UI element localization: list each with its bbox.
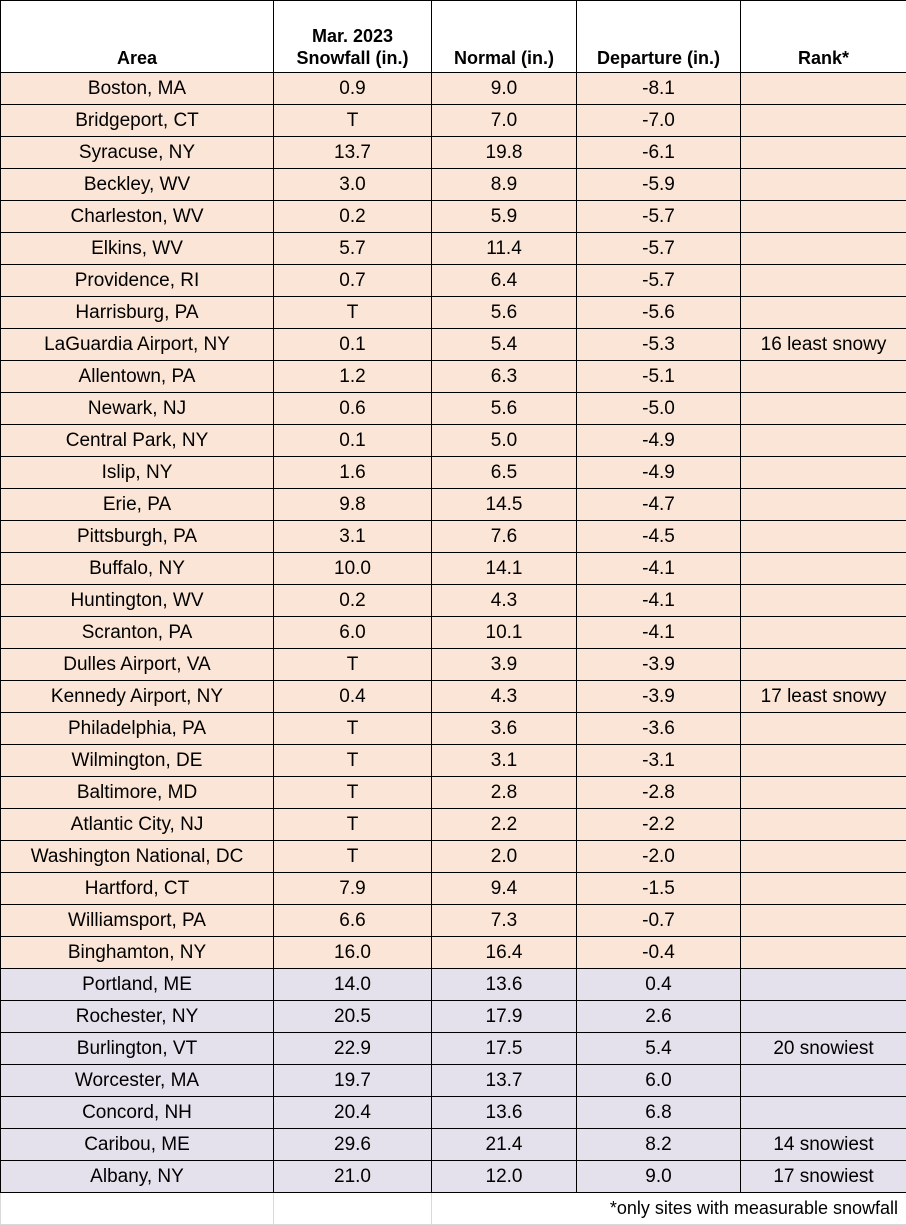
cell-area: Providence, RI bbox=[1, 265, 274, 297]
header-normal: Normal (in.) bbox=[432, 1, 577, 73]
cell-snowfall: 0.7 bbox=[274, 265, 432, 297]
header-snowfall-line1: Mar. 2023 bbox=[274, 25, 431, 47]
cell-normal: 6.4 bbox=[432, 265, 577, 297]
cell-area: Kennedy Airport, NY bbox=[1, 681, 274, 713]
cell-area: Newark, NJ bbox=[1, 393, 274, 425]
cell-snowfall: 29.6 bbox=[274, 1129, 432, 1161]
cell-departure: -4.9 bbox=[577, 457, 741, 489]
table-row bbox=[1, 905, 906, 937]
cell-snowfall: 7.9 bbox=[274, 873, 432, 905]
footnote-row bbox=[1, 1193, 906, 1225]
table-row bbox=[1, 1097, 906, 1129]
cell-area: Buffalo, NY bbox=[1, 553, 274, 585]
cell-normal: 2.0 bbox=[432, 841, 577, 873]
table-body bbox=[1, 73, 906, 1193]
cell-departure: -1.5 bbox=[577, 873, 741, 905]
cell-rank bbox=[741, 297, 906, 329]
cell-rank bbox=[741, 201, 906, 233]
cell-snowfall: T bbox=[274, 649, 432, 681]
cell-area: Elkins, WV bbox=[1, 233, 274, 265]
cell-departure: -4.1 bbox=[577, 585, 741, 617]
cell-rank bbox=[741, 617, 906, 649]
cell-rank bbox=[741, 553, 906, 585]
cell-rank bbox=[741, 745, 906, 777]
cell-snowfall: 16.0 bbox=[274, 937, 432, 969]
cell-departure: -2.8 bbox=[577, 777, 741, 809]
cell-normal: 5.6 bbox=[432, 393, 577, 425]
cell-area: Atlantic City, NJ bbox=[1, 809, 274, 841]
cell-departure: -2.2 bbox=[577, 809, 741, 841]
cell-rank bbox=[741, 233, 906, 265]
cell-rank: 17 least snowy bbox=[741, 681, 906, 713]
table-row bbox=[1, 169, 906, 201]
table-row bbox=[1, 617, 906, 649]
cell-normal: 9.0 bbox=[432, 73, 577, 105]
cell-area: Hartford, CT bbox=[1, 873, 274, 905]
cell-normal: 4.3 bbox=[432, 585, 577, 617]
cell-rank bbox=[741, 169, 906, 201]
cell-snowfall: 3.1 bbox=[274, 521, 432, 553]
cell-normal: 14.5 bbox=[432, 489, 577, 521]
cell-area: Scranton, PA bbox=[1, 617, 274, 649]
cell-departure: -5.1 bbox=[577, 361, 741, 393]
cell-area: Bridgeport, CT bbox=[1, 105, 274, 137]
table-row bbox=[1, 1001, 906, 1033]
cell-area: Islip, NY bbox=[1, 457, 274, 489]
cell-departure: -4.1 bbox=[577, 617, 741, 649]
cell-departure: -5.7 bbox=[577, 233, 741, 265]
table-row bbox=[1, 457, 906, 489]
cell-departure: -5.0 bbox=[577, 393, 741, 425]
cell-departure: 5.4 bbox=[577, 1033, 741, 1065]
cell-normal: 14.1 bbox=[432, 553, 577, 585]
cell-snowfall: 20.5 bbox=[274, 1001, 432, 1033]
table-row bbox=[1, 937, 906, 969]
cell-rank bbox=[741, 361, 906, 393]
header-area: Area bbox=[1, 1, 274, 73]
table-row bbox=[1, 1161, 906, 1193]
cell-rank: 14 snowiest bbox=[741, 1129, 906, 1161]
cell-area: Allentown, PA bbox=[1, 361, 274, 393]
cell-rank bbox=[741, 457, 906, 489]
cell-rank bbox=[741, 585, 906, 617]
cell-departure: 6.8 bbox=[577, 1097, 741, 1129]
cell-departure: -4.9 bbox=[577, 425, 741, 457]
table-row bbox=[1, 681, 906, 713]
cell-snowfall: T bbox=[274, 745, 432, 777]
cell-area: Concord, NH bbox=[1, 1097, 274, 1129]
cell-area: Williamsport, PA bbox=[1, 905, 274, 937]
cell-rank bbox=[741, 393, 906, 425]
cell-normal: 13.6 bbox=[432, 1097, 577, 1129]
table-row bbox=[1, 841, 906, 873]
cell-snowfall: 1.2 bbox=[274, 361, 432, 393]
cell-normal: 6.3 bbox=[432, 361, 577, 393]
cell-normal: 10.1 bbox=[432, 617, 577, 649]
cell-rank: 16 least snowy bbox=[741, 329, 906, 361]
cell-normal: 3.1 bbox=[432, 745, 577, 777]
cell-normal: 5.0 bbox=[432, 425, 577, 457]
table-row bbox=[1, 137, 906, 169]
table-row bbox=[1, 489, 906, 521]
cell-area: Albany, NY bbox=[1, 1161, 274, 1193]
cell-normal: 2.2 bbox=[432, 809, 577, 841]
footnote: *only sites with measurable snowfall bbox=[432, 1193, 906, 1225]
cell-snowfall: T bbox=[274, 777, 432, 809]
table-row bbox=[1, 201, 906, 233]
cell-snowfall: 10.0 bbox=[274, 553, 432, 585]
cell-area: Worcester, MA bbox=[1, 1065, 274, 1097]
cell-normal: 12.0 bbox=[432, 1161, 577, 1193]
cell-snowfall: 0.9 bbox=[274, 73, 432, 105]
cell-rank bbox=[741, 521, 906, 553]
table-row bbox=[1, 1129, 906, 1161]
cell-departure: 0.4 bbox=[577, 969, 741, 1001]
cell-rank bbox=[741, 137, 906, 169]
header-snowfall bbox=[274, 1, 432, 73]
cell-area: Caribou, ME bbox=[1, 1129, 274, 1161]
cell-normal: 17.5 bbox=[432, 1033, 577, 1065]
cell-snowfall: T bbox=[274, 809, 432, 841]
cell-rank bbox=[741, 937, 906, 969]
cell-departure: 9.0 bbox=[577, 1161, 741, 1193]
cell-area: Philadelphia, PA bbox=[1, 713, 274, 745]
cell-departure: -4.5 bbox=[577, 521, 741, 553]
cell-snowfall: 0.4 bbox=[274, 681, 432, 713]
cell-area: Washington National, DC bbox=[1, 841, 274, 873]
header-rank: Rank* bbox=[741, 1, 906, 73]
cell-normal: 13.6 bbox=[432, 969, 577, 1001]
cell-rank bbox=[741, 809, 906, 841]
cell-departure: -3.9 bbox=[577, 681, 741, 713]
cell-departure: 8.2 bbox=[577, 1129, 741, 1161]
cell-area: Syracuse, NY bbox=[1, 137, 274, 169]
cell-rank bbox=[741, 905, 906, 937]
cell-snowfall: 21.0 bbox=[274, 1161, 432, 1193]
cell-normal: 19.8 bbox=[432, 137, 577, 169]
cell-area: Dulles Airport, VA bbox=[1, 649, 274, 681]
table-row bbox=[1, 393, 906, 425]
cell-departure: -5.3 bbox=[577, 329, 741, 361]
cell-normal: 5.9 bbox=[432, 201, 577, 233]
header-snowfall-line2: Snowfall (in.) bbox=[274, 47, 431, 69]
cell-departure: -3.6 bbox=[577, 713, 741, 745]
table-row bbox=[1, 553, 906, 585]
table-row bbox=[1, 105, 906, 137]
cell-area: Beckley, WV bbox=[1, 169, 274, 201]
table-row bbox=[1, 745, 906, 777]
cell-normal: 4.3 bbox=[432, 681, 577, 713]
cell-departure: -5.7 bbox=[577, 201, 741, 233]
cell-departure: -3.1 bbox=[577, 745, 741, 777]
cell-area: Rochester, NY bbox=[1, 1001, 274, 1033]
cell-snowfall: 6.6 bbox=[274, 905, 432, 937]
cell-departure: -7.0 bbox=[577, 105, 741, 137]
cell-departure: -0.4 bbox=[577, 937, 741, 969]
cell-snowfall: T bbox=[274, 297, 432, 329]
cell-area: Portland, ME bbox=[1, 969, 274, 1001]
cell-snowfall: 6.0 bbox=[274, 617, 432, 649]
cell-rank bbox=[741, 777, 906, 809]
cell-normal: 16.4 bbox=[432, 937, 577, 969]
cell-snowfall: 0.1 bbox=[274, 425, 432, 457]
cell-normal: 2.8 bbox=[432, 777, 577, 809]
cell-snowfall: 9.8 bbox=[274, 489, 432, 521]
header-departure: Departure (in.) bbox=[577, 1, 741, 73]
cell-area: Charleston, WV bbox=[1, 201, 274, 233]
footnote-blank bbox=[1, 1193, 274, 1225]
cell-snowfall: 0.2 bbox=[274, 201, 432, 233]
cell-rank bbox=[741, 649, 906, 681]
cell-rank bbox=[741, 1097, 906, 1129]
cell-snowfall: 0.6 bbox=[274, 393, 432, 425]
cell-rank bbox=[741, 1065, 906, 1097]
cell-normal: 7.0 bbox=[432, 105, 577, 137]
header-row bbox=[1, 1, 906, 73]
table-row bbox=[1, 425, 906, 457]
cell-departure: -6.1 bbox=[577, 137, 741, 169]
table-row bbox=[1, 329, 906, 361]
table-row bbox=[1, 297, 906, 329]
cell-area: Boston, MA bbox=[1, 73, 274, 105]
cell-snowfall: 19.7 bbox=[274, 1065, 432, 1097]
cell-snowfall: T bbox=[274, 105, 432, 137]
cell-area: Pittsburgh, PA bbox=[1, 521, 274, 553]
table-row bbox=[1, 233, 906, 265]
table-row bbox=[1, 777, 906, 809]
cell-rank bbox=[741, 841, 906, 873]
cell-snowfall: 0.2 bbox=[274, 585, 432, 617]
table-row bbox=[1, 1065, 906, 1097]
cell-normal: 11.4 bbox=[432, 233, 577, 265]
cell-departure: -8.1 bbox=[577, 73, 741, 105]
table-row bbox=[1, 649, 906, 681]
table-row bbox=[1, 1033, 906, 1065]
cell-normal: 13.7 bbox=[432, 1065, 577, 1097]
cell-snowfall: T bbox=[274, 713, 432, 745]
cell-departure: 2.6 bbox=[577, 1001, 741, 1033]
cell-rank bbox=[741, 713, 906, 745]
table-row bbox=[1, 585, 906, 617]
table-row bbox=[1, 809, 906, 841]
cell-snowfall: 20.4 bbox=[274, 1097, 432, 1129]
cell-normal: 5.4 bbox=[432, 329, 577, 361]
cell-area: Harrisburg, PA bbox=[1, 297, 274, 329]
cell-snowfall: 0.1 bbox=[274, 329, 432, 361]
cell-rank bbox=[741, 1001, 906, 1033]
footnote-blank bbox=[274, 1193, 432, 1225]
table-row bbox=[1, 265, 906, 297]
cell-rank bbox=[741, 265, 906, 297]
table-row bbox=[1, 969, 906, 1001]
cell-rank bbox=[741, 489, 906, 521]
cell-area: Huntington, WV bbox=[1, 585, 274, 617]
cell-normal: 6.5 bbox=[432, 457, 577, 489]
table-row bbox=[1, 521, 906, 553]
cell-area: LaGuardia Airport, NY bbox=[1, 329, 274, 361]
cell-area: Erie, PA bbox=[1, 489, 274, 521]
cell-rank bbox=[741, 873, 906, 905]
cell-departure: -5.6 bbox=[577, 297, 741, 329]
cell-rank: 17 snowiest bbox=[741, 1161, 906, 1193]
cell-normal: 3.6 bbox=[432, 713, 577, 745]
table-row bbox=[1, 73, 906, 105]
cell-area: Baltimore, MD bbox=[1, 777, 274, 809]
cell-departure: -2.0 bbox=[577, 841, 741, 873]
cell-normal: 7.3 bbox=[432, 905, 577, 937]
cell-departure: -3.9 bbox=[577, 649, 741, 681]
cell-departure: -4.7 bbox=[577, 489, 741, 521]
cell-normal: 3.9 bbox=[432, 649, 577, 681]
table-row bbox=[1, 361, 906, 393]
cell-departure: -4.1 bbox=[577, 553, 741, 585]
cell-departure: -5.9 bbox=[577, 169, 741, 201]
cell-snowfall: 14.0 bbox=[274, 969, 432, 1001]
cell-snowfall: 3.0 bbox=[274, 169, 432, 201]
cell-rank bbox=[741, 425, 906, 457]
cell-area: Binghamton, NY bbox=[1, 937, 274, 969]
cell-departure: -0.7 bbox=[577, 905, 741, 937]
cell-normal: 9.4 bbox=[432, 873, 577, 905]
cell-snowfall: T bbox=[274, 841, 432, 873]
cell-snowfall: 13.7 bbox=[274, 137, 432, 169]
cell-snowfall: 5.7 bbox=[274, 233, 432, 265]
cell-rank bbox=[741, 105, 906, 137]
cell-area: Wilmington, DE bbox=[1, 745, 274, 777]
table-row bbox=[1, 713, 906, 745]
cell-rank bbox=[741, 969, 906, 1001]
cell-normal: 5.6 bbox=[432, 297, 577, 329]
cell-departure: 6.0 bbox=[577, 1065, 741, 1097]
cell-area: Burlington, VT bbox=[1, 1033, 274, 1065]
cell-rank: 20 snowiest bbox=[741, 1033, 906, 1065]
cell-normal: 7.6 bbox=[432, 521, 577, 553]
cell-area: Central Park, NY bbox=[1, 425, 274, 457]
cell-normal: 21.4 bbox=[432, 1129, 577, 1161]
cell-rank bbox=[741, 73, 906, 105]
cell-normal: 17.9 bbox=[432, 1001, 577, 1033]
cell-snowfall: 1.6 bbox=[274, 457, 432, 489]
table-row bbox=[1, 873, 906, 905]
cell-snowfall: 22.9 bbox=[274, 1033, 432, 1065]
cell-normal: 8.9 bbox=[432, 169, 577, 201]
cell-departure: -5.7 bbox=[577, 265, 741, 297]
